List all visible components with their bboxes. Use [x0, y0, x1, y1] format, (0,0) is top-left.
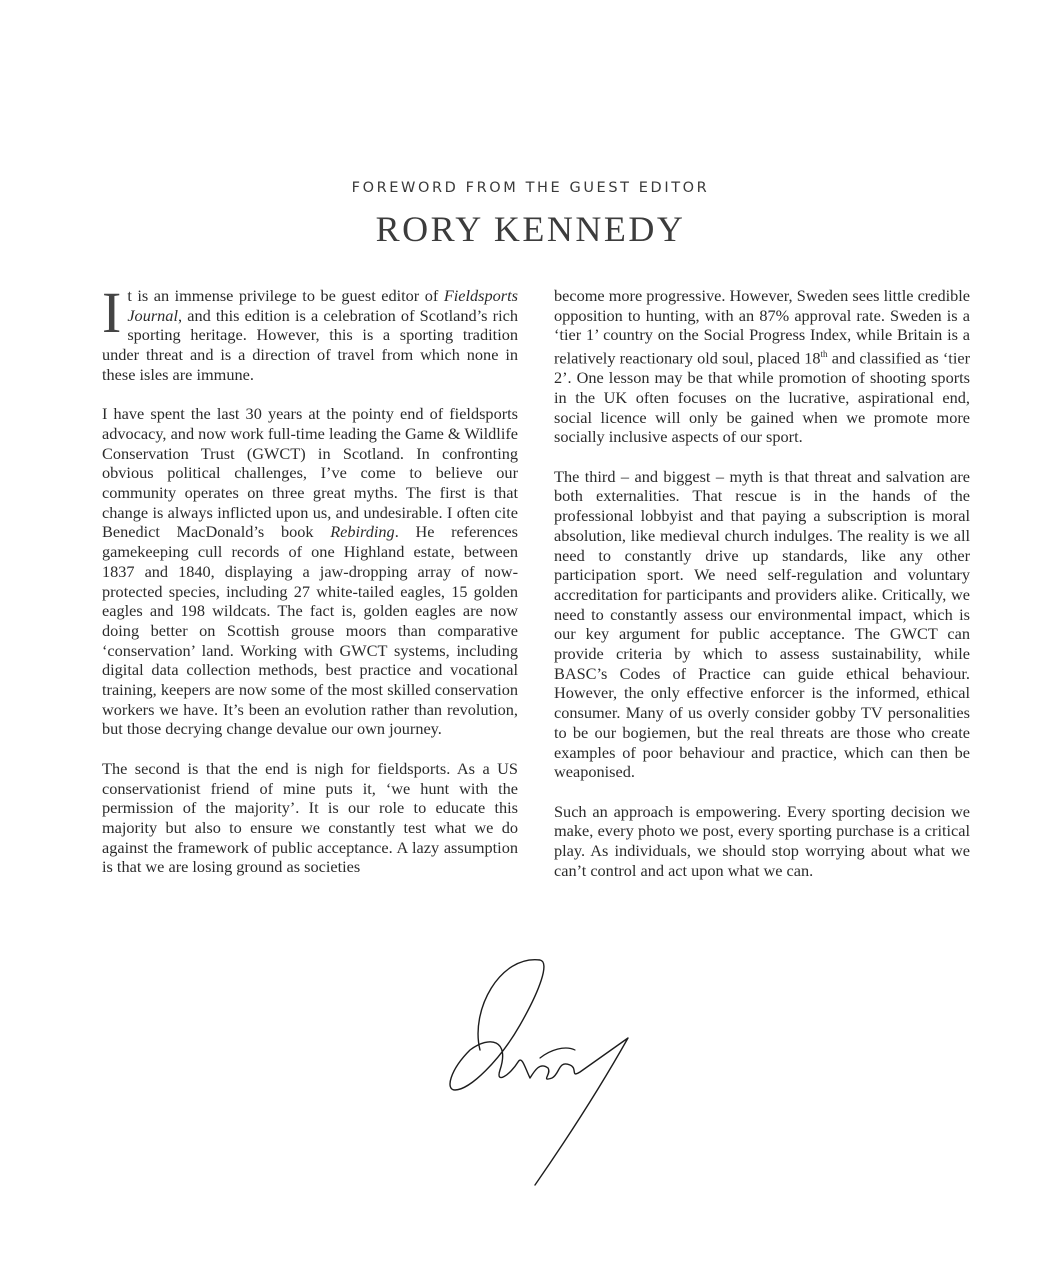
paragraph-text: , and this edition is a celebration of Scotland’s rich sporting heritage. However, this is a sporting tradition under threat and is a direction of travel from which none in these isles are immune. — [102, 305, 518, 384]
article-paragraph-5: The third – and biggest – myth is that threat and salvation are both externalities. That rescue is in the hands of the professional lobbyist and that paying a subscription is moral absolution, like medieval church indulges. The reality is we all need to constantly drive up standards, like any other participation sport. We need self-regulation and voluntary accreditation for participants and providers alike. Critically, we need to constantly assess our environmental impact, which is our key argument for public acceptance. The GWCT can provide criteria by which to assess sustainability, while BASC’s Codes of Practice can guide ethical behaviour. However, the only effective enforcer is the informed, ethical consumer. Many of us overly consider gobby TV personalities to be our bogiemen, but the real threats are those who create examples of poor behaviour and practice, which can then be weaponised. — [554, 466, 970, 782]
article-column-left — [102, 280, 518, 897]
article-paragraph-4 — [554, 286, 970, 447]
publication-title: Fieldsports Journal — [127, 286, 518, 325]
article-paragraph-1 — [102, 280, 518, 385]
page-title: RORY KENNEDY — [375, 209, 686, 249]
paragraph-text: . He references gamekeeping cull records of one Highland estate, between 1837 and 1840, displaying a jaw-dropping array of now-protected species, including 27 white-tailed eagles, 15 golden eagles and 198 wildcats. The fact is, golden eagles are now doing better on Scottish grouse moors than comparative ‘conservation’ land. Working with GWCT systems, including digital data collection methods, best practice and vocational training, keepers are now some of the most skilled conservation workers we have. It’s been an evolution rather than revolution, but those decrying change devalue our own journey. — [102, 522, 518, 739]
section-kicker: FOREWORD FROM THE GUEST EDITOR — [351, 180, 710, 196]
paragraph-text: t is an immense privilege to be guest editor of — [127, 286, 444, 305]
article-paragraph-3: The second is that the end is nigh for fieldsports. As a US conservationist friend of mine puts it, ‘we hunt with the permission of the majority’. It is our role to educate this majority but also to ensure we constantly test what we do against the framework of public acceptance. A lazy assumption is that we are losing ground as societies — [102, 758, 518, 877]
ordinal-suffix: th — [820, 349, 828, 360]
article-paragraph-6: Such an approach is empowering. Every sporting decision we make, every photo we post, every sporting purchase is a critical play. As individuals, we should stop worrying about what we can’t control and act upon what we can. — [554, 801, 970, 880]
article-paragraph-2 — [102, 404, 518, 739]
book-title: Rebirding — [330, 522, 395, 542]
article-column-right — [554, 286, 970, 900]
paragraph-text: become more progressive. However, Sweden sees little credible opposition to hunting, with an 87% approval rate. Sweden is a ‘tier 1’ country on the Social Progress Index, while Britain is a relatively reactionary old soul, placed 18 — [554, 286, 970, 368]
signature-icon — [440, 950, 640, 1190]
paragraph-text: I have spent the last 30 years at the pointy end of fieldsports advocacy, and now work full-time leading the Game & Wildlife Conservation Trust (GWCT) in Scotland. In confronting obvious political challenges, I’ve come to believe our community operates on three great myths. The first is that change is always inflicted upon us, and undesirable. I often cite Benedict MacDonald’s book — [102, 404, 518, 542]
drop-cap: I — [102, 280, 122, 345]
paragraph-text: and classified as ‘tier 2’. One lesson may be that while promotion of shooting sports in the UK often focuses on the lucrative, aspirational end, social licence will only be gained when we promote more socially inclusive aspects of our sport. — [554, 348, 971, 447]
